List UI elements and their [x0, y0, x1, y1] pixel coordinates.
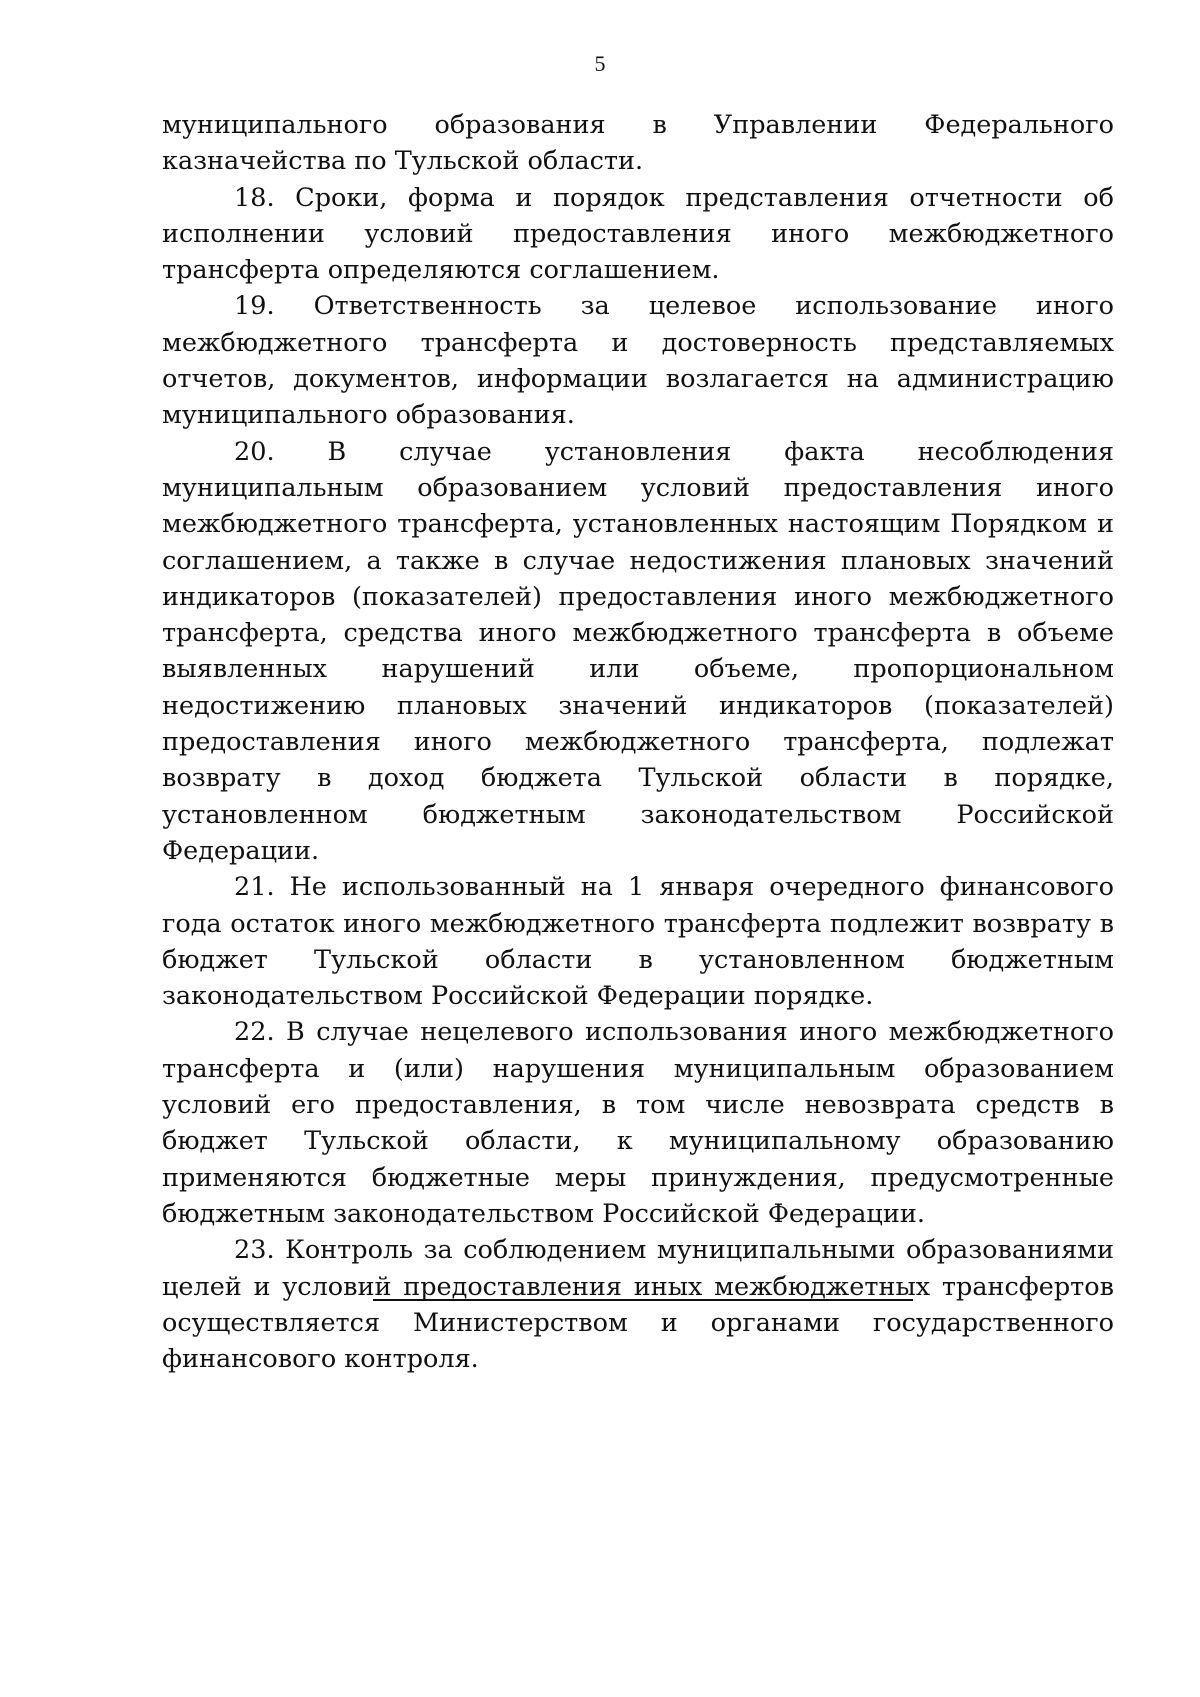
paragraph-21: 21. Не использованный на 1 января очередного финансового года остаток иного межбюджетного трансферта подлежит возврату в бюджет Тульской области в установленном бюджетным законодательством Российской Федерации порядке. — [162, 872, 1114, 1012]
page-number: 5 — [594, 51, 606, 76]
paragraph-23: 23. Контроль за соблюдением муниципальными образованиями целей и условий предоставления иных межбюджетных трансфертов осуществляется Министерством и органами государственного финансового контроля. — [162, 1235, 1114, 1375]
paragraph-22: 22. В случае нецелевого использования иного межбюджетного трансферта и (или) нарушения муниципальным образованием условий его предоставления, в том числе невозврата средств в бюджет Тульской области, к муниципальному образованию применяются бюджетные меры принуждения, предусмотренные бюджетным законодательством Российской Федерации. — [162, 1017, 1114, 1229]
document-body — [162, 107, 1114, 1377]
paragraph-18: 18. Сроки, форма и порядок представления отчетности об исполнении условий предоставления иного межбюджетного трансферта определяются соглашением. — [162, 182, 1114, 286]
paragraph-19: 19. Ответственность за целевое использование иного межбюджетного трансферта и достоверность представляемых отчетов, документов, информации возлагается на администрацию муниципального образования. — [162, 291, 1114, 431]
paragraph-continuation: муниципального образования в Управлении Федерального казначейства по Тульской области. — [162, 110, 1114, 177]
end-of-document-rule — [373, 1299, 913, 1301]
paragraph-20: 20. В случае установления факта несоблюдения муниципальным образованием условий предоставления иного межбюджетного трансферта, установленных настоящим Порядком и соглашением, а также в случае недостижения плановых значений индикаторов (показателей) предоставления иного межбюджетного трансферта, средства иного межбюджетного трансферта в объеме выявленных нарушений или объеме, пропорциональном недостижению плановых значений индикаторов (показателей) предоставления иного межбюджетного трансферта, подлежат возврату в доход бюджета Тульской области в порядке, установленном бюджетным законодательством Российской Федерации. — [162, 436, 1114, 866]
